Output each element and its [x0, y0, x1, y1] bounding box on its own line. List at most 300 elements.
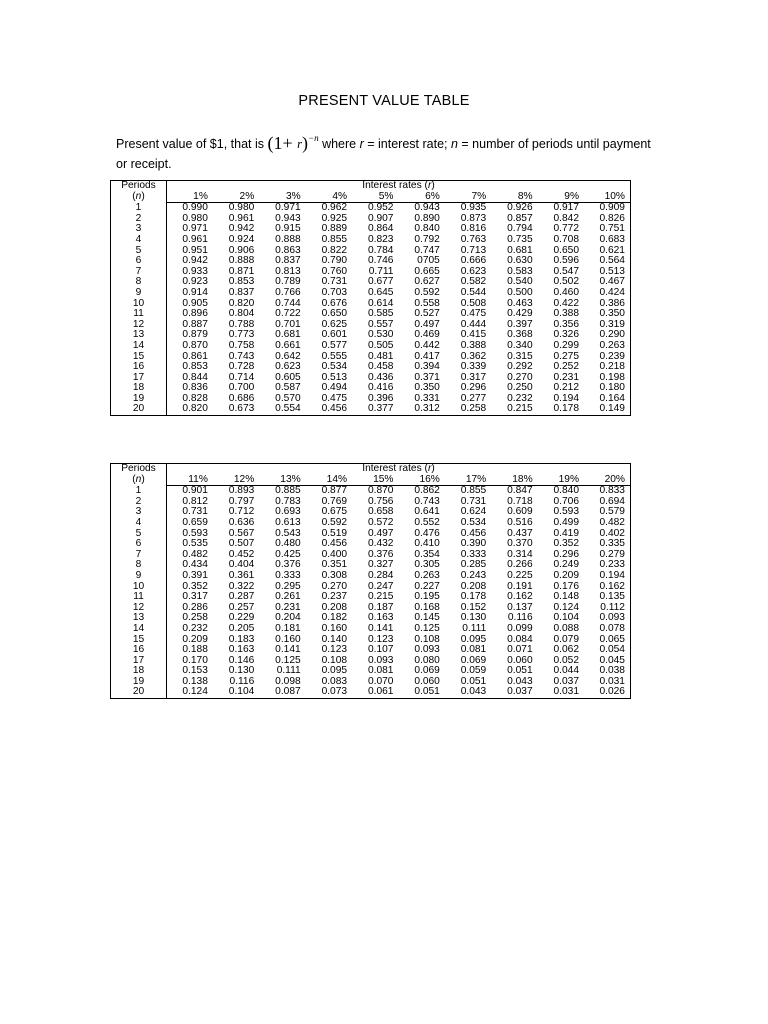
- formula-open: (1+: [267, 133, 298, 153]
- pv-factor: 0.261: [275, 591, 301, 603]
- period-number: 16: [111, 362, 167, 373]
- pv-factor: 0.456: [460, 527, 487, 539]
- pv-factor: 0.460: [553, 286, 580, 298]
- pv-factor: 0.609: [507, 506, 533, 518]
- pv-factor: 0.178: [553, 403, 580, 415]
- period-number: 15: [111, 635, 167, 646]
- pv-factor: 0.623: [460, 265, 487, 277]
- pv-factor: 0.370: [507, 538, 533, 550]
- table-row: [111, 341, 631, 352]
- pv-factor: 0.543: [275, 527, 301, 539]
- pv-factor: 0.564: [599, 255, 625, 267]
- pv-factor: 0.743: [228, 350, 255, 362]
- pv-factor: 0.896: [182, 308, 208, 320]
- pv-factor: 0.706: [553, 495, 580, 507]
- period-number: 2: [111, 497, 167, 508]
- pv-factor: 0.456: [321, 538, 348, 550]
- pv-factor: 0.828: [182, 392, 208, 404]
- pv-factor: 0.951: [182, 244, 208, 256]
- rates-header-row: [111, 192, 631, 203]
- pv-factor: 0.432: [367, 538, 394, 550]
- pv-factor: 0.847: [507, 485, 533, 497]
- pv-factor: 0.059: [460, 665, 487, 677]
- pv-factor: 0.145: [414, 612, 440, 624]
- pv-factor: 0.792: [414, 233, 440, 245]
- pv-factor: 0.194: [599, 569, 625, 581]
- pv-factor: 0.681: [507, 244, 533, 256]
- pv-factor: 0.943: [414, 202, 440, 214]
- pv-factor: 0.823: [367, 233, 394, 245]
- pv-factor: 0.703: [321, 286, 348, 298]
- pv-factor: 0.419: [553, 527, 580, 539]
- pv-factor: 0.305: [414, 559, 440, 571]
- rate-header: 7%: [445, 192, 491, 203]
- pv-factor: 0.231: [553, 371, 580, 383]
- pv-factor: 0.037: [507, 686, 533, 698]
- rate-header: 14%: [306, 475, 352, 486]
- period-number: 13: [111, 330, 167, 341]
- pv-factor: 0.624: [460, 506, 487, 518]
- pv-factor: 0.784: [367, 244, 394, 256]
- n-heading: (n): [111, 475, 167, 486]
- pv-factor: 0.961: [182, 233, 208, 245]
- pv-factor: 0.052: [553, 654, 580, 666]
- period-number: 5: [111, 246, 167, 257]
- pv-factor: 0.494: [321, 382, 348, 394]
- period-number: 20: [111, 687, 167, 698]
- intro-n-var: n: [450, 137, 458, 151]
- pv-factor: 0.229: [228, 612, 255, 624]
- pv-factor: 0.243: [460, 569, 487, 581]
- pv-factor: 0.209: [553, 569, 580, 581]
- rate-header: 19%: [538, 475, 584, 486]
- pv-factor: 0.933: [182, 265, 208, 277]
- pv-factor: 0.621: [599, 244, 625, 256]
- pv-factor: 0.227: [414, 580, 440, 592]
- pv-factor: 0.505: [367, 339, 394, 351]
- pv-factor: 0.060: [414, 675, 440, 687]
- pv-factor: 0.502: [553, 276, 580, 288]
- pv-factor: 0.914: [182, 286, 208, 298]
- pv-factor: 0.093: [599, 612, 625, 624]
- period-number: 14: [111, 624, 167, 635]
- pv-factor: 0.813: [275, 265, 301, 277]
- pv-factor: 0.693: [275, 506, 301, 518]
- pv-factor: 0.766: [275, 286, 301, 298]
- pv-factor: 0.436: [367, 371, 394, 383]
- formula-r: r: [297, 137, 303, 151]
- pv-factor: 0.540: [507, 276, 533, 288]
- pv-factor: 0.141: [367, 622, 394, 634]
- table-row: [111, 288, 631, 299]
- pv-factor: 0.116: [507, 612, 533, 624]
- pv-factor: 0.212: [553, 382, 580, 394]
- pv-factor: 0.125: [275, 654, 301, 666]
- pv-factor: 0.592: [321, 516, 348, 528]
- pv-factor: 0.731: [182, 506, 208, 518]
- pv-factor: 0.593: [182, 527, 208, 539]
- pv-factor: 0.877: [321, 485, 348, 497]
- pv-factor: 0.645: [367, 286, 394, 298]
- pv-factor: 0.350: [599, 308, 625, 320]
- pv-factor: 0.402: [599, 527, 625, 539]
- period-number: 8: [111, 277, 167, 288]
- pv-factor: 0.390: [460, 538, 487, 550]
- pv-factor: 0.322: [228, 580, 255, 592]
- pv-factor: 0.772: [553, 223, 580, 235]
- period-number: 15: [111, 352, 167, 363]
- rates-header-row: [111, 475, 631, 486]
- pv-factor: 0.317: [460, 371, 487, 383]
- pv-factor: 0.051: [507, 665, 533, 677]
- pv-factor: 0.163: [367, 612, 394, 624]
- pv-factor: 0.410: [414, 538, 440, 550]
- pv-factor: 0.722: [275, 308, 301, 320]
- period-number: 4: [111, 235, 167, 246]
- intro-where: where: [318, 137, 360, 151]
- pv-factor: 0.296: [460, 382, 487, 394]
- pv-factor: 0.319: [599, 318, 625, 330]
- interest-rates-label: Interest rates: [362, 463, 422, 474]
- pv-factor: 0.714: [228, 371, 255, 383]
- pv-factor: 0.148: [553, 591, 580, 603]
- pv-factor: 0.701: [275, 318, 301, 330]
- period-number: 12: [111, 320, 167, 331]
- pv-factor: 0.855: [321, 233, 348, 245]
- pv-factor: 0.277: [460, 392, 487, 404]
- pv-factor: 0.071: [507, 644, 533, 656]
- pv-factor: 0.861: [182, 350, 208, 362]
- pv-factor: 0.218: [599, 361, 625, 373]
- pv-factor: 0.182: [321, 612, 348, 624]
- pv-factor: 0.853: [228, 276, 255, 288]
- pv-factor: 0.833: [599, 485, 625, 497]
- pv-factor: 0.700: [228, 382, 255, 394]
- pv-factor: 0.789: [275, 276, 301, 288]
- pv-factor: 0.909: [599, 202, 625, 214]
- pv-factor: 0.592: [414, 286, 440, 298]
- pv-factor: 0.043: [507, 675, 533, 687]
- pv-factor: 0.694: [599, 495, 625, 507]
- pv-factor: 0.081: [367, 665, 394, 677]
- pv-factor: 0.452: [228, 548, 255, 560]
- pv-factor: 0.397: [507, 318, 533, 330]
- interest-rates-heading: Interest rates (r): [362, 180, 435, 191]
- pv-factor: 0.870: [367, 485, 394, 497]
- pv-factor: 0.181: [275, 622, 301, 634]
- period-number: 16: [111, 645, 167, 656]
- pv-factor: 0.763: [460, 233, 487, 245]
- pv-factor: 0.138: [182, 675, 208, 687]
- pv-factor: 0.153: [182, 665, 208, 677]
- pv-factor: 0.031: [553, 686, 580, 698]
- pv-factor: 0.315: [507, 350, 533, 362]
- pv-factor: 0.215: [507, 403, 533, 415]
- rate-header: 13%: [259, 475, 305, 486]
- rate-header: 11%: [167, 475, 213, 486]
- pv-factor: 0.971: [275, 202, 301, 214]
- pv-factor: 0.312: [414, 403, 440, 415]
- pv-factor: 0.544: [460, 286, 487, 298]
- period-number: 11: [111, 592, 167, 603]
- pv-factor: 0.463: [507, 297, 533, 309]
- pv-factor: 0.125: [414, 622, 440, 634]
- pv-factor: 0.500: [507, 286, 533, 298]
- pv-factor: 0.434: [182, 559, 208, 571]
- pv-factor: 0.862: [414, 485, 440, 497]
- pv-factor: 0.926: [507, 202, 533, 214]
- pv-factor: 0.444: [460, 318, 487, 330]
- pv-factor: 0.844: [182, 371, 208, 383]
- rate-header: 20%: [584, 475, 630, 486]
- pv-factor: 0.160: [321, 622, 348, 634]
- pv-factor: 0.284: [367, 569, 394, 581]
- pv-factor: 0.804: [228, 308, 255, 320]
- pv-factor: 0.513: [599, 265, 625, 277]
- pv-factor: 0.247: [367, 580, 394, 592]
- pv-factor: 0.279: [599, 548, 625, 560]
- pv-factor: 0.751: [599, 223, 625, 235]
- period-number: 7: [111, 267, 167, 278]
- pv-factor: 0.735: [507, 233, 533, 245]
- pv-factor: 0.613: [275, 516, 301, 528]
- pv-factor: 0.728: [228, 361, 255, 373]
- pv-factor: 0.746: [367, 255, 394, 267]
- pv-factor: 0.093: [367, 654, 394, 666]
- pv-factor: 0.396: [367, 392, 394, 404]
- pv-table-2: [110, 463, 631, 699]
- pv-factor: 0.164: [599, 392, 625, 404]
- pv-factor: 0.352: [553, 538, 580, 550]
- pv-factor: 0.377: [367, 403, 394, 415]
- pv-factor: 0.507: [228, 538, 255, 550]
- pv-factor: 0.855: [460, 485, 487, 497]
- pv-factor: 0.864: [367, 223, 394, 235]
- pv-factor: 0.176: [553, 580, 580, 592]
- pv-factor: 0.659: [182, 516, 208, 528]
- pv-factor: 0.098: [275, 675, 301, 687]
- pv-factor: 0.673: [228, 403, 255, 415]
- pv-factor: 0.572: [367, 516, 394, 528]
- pv-factor: 0.191: [507, 580, 533, 592]
- pv-factor: 0.971: [182, 223, 208, 235]
- pv-factor: 0.314: [507, 548, 533, 560]
- pv-factor: 0.149: [599, 403, 625, 415]
- pv-factor: 0.743: [414, 495, 440, 507]
- pv-factor: 0.140: [321, 633, 348, 645]
- intro-n-def: = number of periods until payment or receipt.: [116, 137, 651, 171]
- period-number: 18: [111, 383, 167, 394]
- pv-factor: 0.295: [275, 580, 301, 592]
- pv-factor: 0.111: [462, 622, 487, 634]
- pv-factor: 0.376: [367, 548, 394, 560]
- period-number: 9: [111, 571, 167, 582]
- pv-factor: 0.857: [507, 212, 533, 224]
- pv-factor: 0.124: [182, 686, 208, 698]
- pv-factor: 0.879: [182, 329, 208, 341]
- pv-factor: 0.482: [599, 516, 625, 528]
- pv-factor: 0.530: [367, 329, 394, 341]
- pv-factor: 0.636: [228, 516, 255, 528]
- pv-factor: 0.587: [275, 382, 301, 394]
- rate-header: 4%: [306, 192, 352, 203]
- pv-factor: 0.371: [414, 371, 440, 383]
- pv-factor: 0.686: [228, 392, 255, 404]
- pv-factor: 0.335: [599, 538, 625, 550]
- pv-factor: 0.758: [228, 339, 255, 351]
- pv-factor: 0.084: [507, 633, 533, 645]
- pv-factor: 0.045: [599, 654, 625, 666]
- pv-factor: 0.368: [507, 329, 533, 341]
- pv-factor: 0.924: [228, 233, 255, 245]
- pv-factor: 0.388: [553, 308, 580, 320]
- pv-factor: 0.162: [599, 580, 625, 592]
- pv-factor: 0.043: [460, 686, 487, 698]
- pv-factor: 0.579: [599, 506, 625, 518]
- pv-factor: 0.783: [275, 495, 301, 507]
- pv-factor: 0.675: [321, 506, 348, 518]
- pv-factor: 0.961: [228, 212, 255, 224]
- pv-factor: 0.093: [414, 644, 440, 656]
- pv-factor: 0.209: [182, 633, 208, 645]
- pv-factor: 0.837: [275, 255, 301, 267]
- pv-factor: 0.943: [275, 212, 301, 224]
- table-row: [111, 518, 631, 529]
- pv-factor: 0.263: [599, 339, 625, 351]
- pv-factor: 0.232: [182, 622, 208, 634]
- pv-factor: 0.285: [460, 559, 487, 571]
- period-number: 13: [111, 613, 167, 624]
- pv-factor: 0.627: [414, 276, 440, 288]
- pv-factor: 0.162: [507, 591, 533, 603]
- period-number: 18: [111, 666, 167, 677]
- rate-header: 17%: [445, 475, 491, 486]
- pv-factor: 0.756: [367, 495, 394, 507]
- pv-factor: 0.424: [599, 286, 625, 298]
- pv-factor: 0.152: [460, 601, 487, 613]
- pv-factor: 0.605: [275, 371, 301, 383]
- pv-factor: 0.270: [321, 580, 348, 592]
- pv-factor: 0.711: [368, 265, 394, 277]
- pv-factor: 0.601: [321, 329, 348, 341]
- pv-factor: 0.469: [414, 329, 440, 341]
- pv-factor: 0.388: [460, 339, 487, 351]
- pv-factor: 0.081: [460, 644, 487, 656]
- period-number: 12: [111, 603, 167, 614]
- pv-factor: 0.331: [414, 392, 440, 404]
- period-number: 10: [111, 299, 167, 310]
- pv-factor: 0.170: [182, 654, 208, 666]
- pv-factor: 0.535: [182, 538, 208, 550]
- pv-factor: 0.923: [182, 276, 208, 288]
- pv-factor: 0.258: [182, 612, 208, 624]
- rate-header: 8%: [491, 192, 537, 203]
- pv-factor: 0.915: [275, 223, 301, 235]
- rate-header: 6%: [398, 192, 444, 203]
- pv-factor: 0.394: [414, 361, 440, 373]
- pv-factor: 0.111: [276, 665, 301, 677]
- pv-factor: 0.069: [460, 654, 487, 666]
- pv-factor: 0.769: [321, 495, 348, 507]
- pv-factor: 0.080: [414, 654, 440, 666]
- pv-factor: 0.333: [460, 548, 487, 560]
- pv-factor: 0.333: [275, 569, 301, 581]
- pv-factor: 0.863: [275, 244, 301, 256]
- pv-factor: 0.187: [367, 601, 394, 613]
- period-number: 8: [111, 560, 167, 571]
- pv-factor: 0.840: [414, 223, 440, 235]
- pv-factor: 0.475: [460, 308, 487, 320]
- pv-factor: 0.788: [228, 318, 255, 330]
- pv-factor: 0.038: [599, 665, 625, 677]
- pv-factor: 0.065: [599, 633, 625, 645]
- pv-factor: 0.887: [182, 318, 208, 330]
- pv-factor: 0.555: [321, 350, 348, 362]
- table-row: [111, 571, 631, 582]
- period-number: 5: [111, 529, 167, 540]
- r-symbol: r: [427, 463, 432, 474]
- pv-factor: 0.623: [275, 361, 301, 373]
- intro-paragraph: [116, 133, 656, 174]
- periods-label: Periods: [111, 464, 167, 475]
- pv-factor: 0.362: [460, 350, 487, 362]
- pv-factor: 0.467: [599, 276, 625, 288]
- pv-factor: 0.263: [414, 569, 440, 581]
- pv-factor: 0.215: [367, 591, 394, 603]
- pv-factor: 0.666: [460, 255, 487, 267]
- pv-factor: 0.195: [414, 591, 440, 603]
- pv-factor: 0.942: [228, 223, 255, 235]
- pv-factor: 0.577: [321, 339, 348, 351]
- pv-factor: 0.890: [414, 212, 440, 224]
- pv-factor: 0.061: [367, 686, 394, 698]
- pv-factor: 0.163: [228, 644, 255, 656]
- period-number: 11: [111, 309, 167, 320]
- pv-factor: 0.146: [228, 654, 255, 666]
- pv-factor: 0.350: [414, 382, 440, 394]
- period-number: 1: [111, 203, 167, 214]
- rate-header: 18%: [491, 475, 537, 486]
- pv-factor: 0.718: [507, 495, 533, 507]
- pv-factor: 0.044: [553, 665, 580, 677]
- pv-factor: 0.137: [507, 601, 533, 613]
- pv-factor: 0.871: [228, 265, 255, 277]
- pv-factor: 0.386: [599, 297, 625, 309]
- pv-factor: 0.208: [460, 580, 487, 592]
- pv-factor: 0.183: [228, 633, 255, 645]
- pv-factor: 0.558: [414, 297, 440, 309]
- pv-factor: 0.585: [367, 308, 394, 320]
- pv-factor: 0.327: [367, 559, 394, 571]
- pv-factor: 0.480: [275, 538, 301, 550]
- pv-factor: 0.160: [275, 633, 301, 645]
- rate-header: 15%: [352, 475, 398, 486]
- pv-factor: 0.547: [553, 265, 580, 277]
- pv-factor: 0.258: [460, 403, 487, 415]
- pv-factor: 0.822: [321, 244, 348, 256]
- pv-factor: 0.534: [460, 516, 487, 528]
- pv-factor: 0.516: [507, 516, 533, 528]
- pv-factor: 0.237: [321, 591, 348, 603]
- pv-factor: 0.935: [460, 202, 487, 214]
- pv-factor: 0.225: [507, 569, 533, 581]
- pv-factor: 0.582: [460, 276, 487, 288]
- pv-factor: 0.962: [321, 202, 348, 214]
- pv-factor: 0705: [417, 255, 440, 267]
- pv-factor: 0.108: [414, 633, 440, 645]
- interest-rates-label: Interest rates: [362, 180, 422, 191]
- pv-factor: 0.275: [553, 350, 580, 362]
